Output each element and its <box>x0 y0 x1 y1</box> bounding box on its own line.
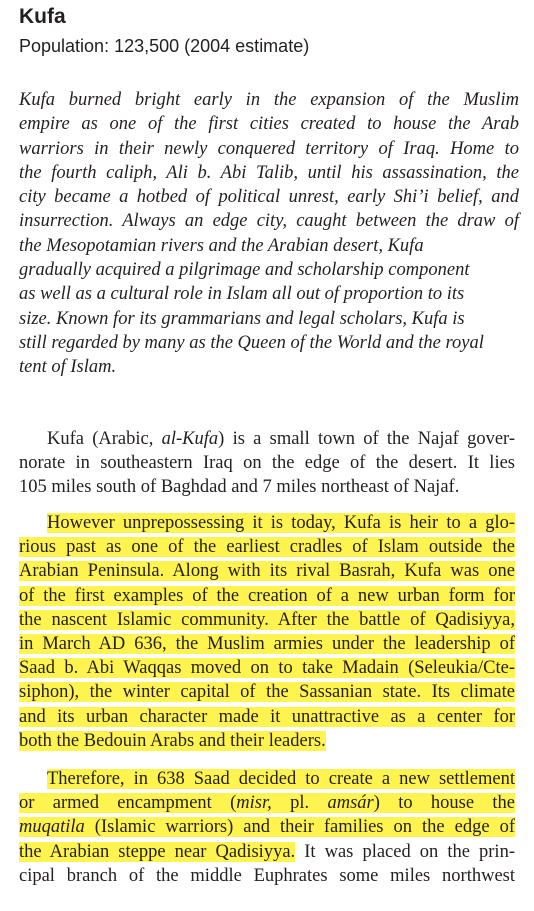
highlighted-line <box>19 584 515 608</box>
population-line: Population: 123,500 (2004 estimate) <box>19 36 310 56</box>
intro-line: gradually acquired a pilgrimage and scholarship component <box>19 260 470 281</box>
highlight-span: and its urban character made it unattractive as a center for <box>19 706 515 727</box>
entry-title: Kufa <box>19 5 66 28</box>
highlighted-line <box>19 608 515 632</box>
intro-line: tent of Islam. <box>19 357 117 378</box>
arabic-term: al-Kufa <box>161 429 219 449</box>
highlighted-line <box>19 791 515 815</box>
highlight-span: of the first examples of the creation of a new urban form for <box>19 585 515 606</box>
intro-paragraph <box>19 88 519 380</box>
intro-line: size. Known for its grammarians and legal scholars, Kufa is <box>19 308 465 329</box>
arabic-term: misr, <box>236 793 272 814</box>
highlight-span: rious past as one of the earliest cradles of Islam outside the <box>19 537 515 558</box>
highlight-span: in March AD 636, the Muslim armies under the leadership of <box>19 634 515 655</box>
intro-line: as well as a cultural role in Islam all out of proportion to its <box>19 284 465 305</box>
intro-line: Kufa burned bright early in the expansion of the Muslim <box>19 90 519 110</box>
highlight-span: Arabian Peninsula. Along with its rival Basrah, Kufa was one <box>19 561 515 582</box>
highlighted-line <box>19 815 515 839</box>
highlighted-line <box>19 729 515 753</box>
highlight-span: both the Bedouin Arabs and their leaders. <box>19 730 326 751</box>
highlighted-line <box>19 535 515 559</box>
highlighted-line <box>19 559 515 583</box>
body-line: norate in southeastern Iraq on the edge of the desert. It lies <box>19 453 515 474</box>
body-text: Kufa (Arabic, <box>47 429 162 449</box>
intro-line: city became a hotbed of political unrest, early Shi’i belief, and <box>19 187 519 208</box>
highlighted-line <box>19 767 515 791</box>
highlighted-line <box>19 656 515 680</box>
body-text: (Islamic warriors) and their families on the edge of <box>84 817 515 838</box>
highlighted-line <box>19 680 515 704</box>
highlight-span: the nascent Islamic community. After the battle of Qadisiyya, <box>19 609 515 630</box>
body-text: pl. <box>271 793 328 814</box>
intro-line: still regarded by many as the Queen of the World and the royal <box>19 332 484 353</box>
body-paragraph-3 <box>19 767 515 888</box>
highlight-span: the Arabian steppe near Qadisiyya. <box>19 841 296 862</box>
highlight-span: Therefore, in 638 Saad decided to create a new settlement <box>47 769 515 789</box>
intro-line: insurrection. Always an edge city, caught between the draw of <box>19 211 519 232</box>
highlight-span <box>19 793 515 813</box>
highlighted-line <box>19 511 515 535</box>
intro-line: the fourth caliph, Ali b. Abi Talib, until his assassination, the <box>19 162 519 183</box>
body-line: 105 miles south of Baghdad and 7 miles northeast of Najaf. <box>19 477 460 498</box>
body-text: ) to house the <box>373 793 516 814</box>
highlight-span: Saad b. Abi Waqqas moved on to take Madain (Seleukia/Cte- <box>19 658 515 679</box>
body-paragraph-1 <box>19 427 515 500</box>
highlight-span <box>19 817 515 837</box>
intro-line: warriors in their newly conquered territory of Iraq. Home to <box>19 138 519 159</box>
arabic-term: amsár <box>327 793 374 814</box>
highlighted-line <box>19 632 515 656</box>
intro-line: empire as one of the first cities created to house the Arab <box>19 114 519 135</box>
body-line: cipal branch of the middle Euphrates some miles northwest <box>19 865 515 886</box>
highlighted-line <box>19 705 515 729</box>
highlight-span: However unprepossessing it is today, Kufa is heir to a glo- <box>47 513 515 533</box>
body-text: It was placed on the prin- <box>295 841 515 862</box>
intro-line: the Mesopotamian rivers and the Arabian desert, Kufa <box>19 235 424 256</box>
body-line <box>19 840 515 864</box>
body-text: ) is a small town of the Najaf gover- <box>218 429 515 449</box>
arabic-term: muqatila <box>19 817 85 838</box>
body-text: or armed encampment ( <box>19 793 237 814</box>
highlight-span: siphon), the winter capital of the Sassanian state. Its climate <box>19 682 515 703</box>
body-paragraph-2-highlighted <box>19 511 515 753</box>
body-line <box>19 427 515 451</box>
